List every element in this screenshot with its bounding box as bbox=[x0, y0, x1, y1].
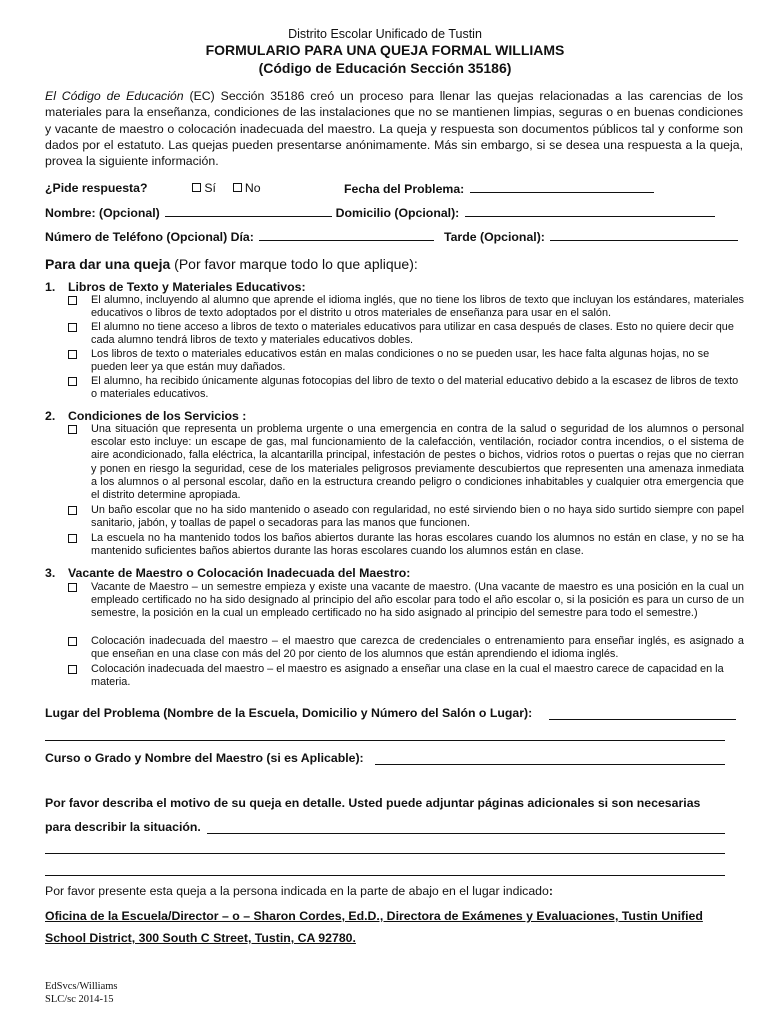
item-text: Un baño escolar que no ha sido mantenido o aseado con regularidad, no esté sirviendo bien o no haya sido surtido siempre con papel sanitario, jabón, y toallas de papel o secadoras para las manos que funcionen. bbox=[91, 504, 744, 530]
describe-field-3[interactable] bbox=[45, 875, 725, 876]
location-field[interactable] bbox=[549, 719, 736, 720]
location-label: Lugar del Problema (Nombre de la Escuela, Domicilio y Número del Salón o Lugar): bbox=[45, 706, 533, 720]
category-number: 3. bbox=[45, 566, 56, 580]
item-checkbox[interactable] bbox=[68, 637, 77, 646]
afternoon-label: Tarde (Opcional): bbox=[444, 230, 545, 244]
course-label: Curso o Grado y Nombre del Maestro (si es Aplicable): bbox=[45, 751, 364, 765]
name-field[interactable] bbox=[165, 205, 332, 217]
no-checkbox[interactable] bbox=[233, 183, 242, 192]
item-text: Vacante de Maestro – un semestre empieza y existe una vacante de maestro. (Una vacante de maestro es una posición en la cual un empleado certificado no ha sido designado al principio del año escolar para todo el año escolar o, si la posición es para un curso de un semestre, la posición en la cual un empleado certificado no ha sido asignado al principio del semestre para todo el semestre.) bbox=[91, 581, 744, 620]
checklist-item bbox=[68, 321, 744, 347]
submit-text: Por favor presente esta queja a la persona indicada en la parte de abajo en el lugar indicado bbox=[45, 884, 549, 898]
item-text: Colocación inadecuada del maestro – el maestro es asignado a enseñar una clase en la cual el maestro carece de capacidad en la materia. bbox=[91, 663, 724, 689]
problem-date-label: Fecha del Problema: bbox=[344, 182, 465, 196]
intro-italic-lead: El Código de Educación bbox=[45, 89, 184, 103]
describe-line-2: para describir la situación. bbox=[45, 820, 201, 834]
item-text: El alumno, incluyendo al alumno que aprende el idioma inglés, que no tiene los libros de texto que incluyan los estándares, materiales educativos o libros de texto adoptados por el distrito u otros materiales de enseñanza para usar en el salón. bbox=[91, 294, 744, 320]
item-text: Colocación inadecuada del maestro – el maestro que carezca de credenciales o entrenamiento para enseñar inglés, es asignado a que enseñan en una clase con más del 20 por ciento de los alumnos que están aprendiendo el idioma inglés. bbox=[91, 635, 744, 661]
problem-date-row bbox=[344, 181, 654, 196]
yes-checkbox[interactable] bbox=[192, 183, 201, 192]
category-number: 1. bbox=[45, 280, 56, 294]
checklist-item bbox=[68, 375, 744, 401]
form-title: FORMULARIO PARA UNA QUEJA FORMAL WILLIAMS bbox=[205, 42, 565, 58]
item-text: La escuela no ha mantenido todos los baños abiertos durante las horas escolares cuando los alumnos no están en clase, y no se ha mantenido suficientes baños abiertos durante las horas escolares cuando los alumnos están en clase. bbox=[91, 532, 744, 558]
submit-colon: : bbox=[548, 884, 553, 898]
no-label: No bbox=[244, 181, 261, 195]
phone-afternoon-row bbox=[444, 229, 738, 244]
category-number: 2. bbox=[45, 409, 56, 423]
location-row bbox=[45, 706, 532, 720]
category-title: Vacante de Maestro o Colocación Inadecuada del Maestro: bbox=[68, 566, 411, 580]
form-subtitle: (Código de Educación Sección 35186) bbox=[258, 60, 512, 76]
address-field[interactable] bbox=[465, 205, 715, 217]
category-1-heading bbox=[45, 280, 306, 294]
item-checkbox[interactable] bbox=[68, 665, 77, 674]
submit-instruction bbox=[45, 884, 745, 898]
category-3-heading bbox=[45, 566, 410, 580]
describe-field-1[interactable] bbox=[207, 833, 725, 834]
item-checkbox[interactable] bbox=[68, 350, 77, 359]
location-field-continued[interactable] bbox=[45, 740, 725, 741]
complaint-lead-rest: (Por favor marque todo lo que aplique): bbox=[170, 256, 418, 272]
intro-paragraph bbox=[45, 88, 743, 169]
checklist-item bbox=[68, 532, 744, 558]
describe-field-2[interactable] bbox=[45, 853, 725, 854]
phone-day-label: Número de Teléfono (Opcional) Día: bbox=[45, 230, 254, 244]
item-checkbox[interactable] bbox=[68, 506, 77, 515]
phone-day-field[interactable] bbox=[259, 229, 434, 241]
name-label: Nombre: (Opcional) bbox=[45, 206, 160, 220]
intro-text: (EC) Sección 35186 creó un proceso para llenar las quejas relacionadas a las carencias de los materiales para la enseñanza, condiciones de las instalaciones que no se mantienen limpias, seguras o en buenas condiciones y vacante de maestro o colocación inadecuada del maestro. La queja y respuesta son documentos públicos tal y conforme son dados por el estatuto. Las quejas pueden presentarse anónimamente. Más sin embargo, si se desea una respuesta a la queja, provea la siguiente información. bbox=[45, 89, 743, 169]
category-2-heading bbox=[45, 409, 246, 423]
item-text: El alumno, ha recibido únicamente algunas fotocopias del libro de texto o del material educativo debido a la escasez de libros de texto o materiales educativos. bbox=[91, 375, 739, 401]
item-checkbox[interactable] bbox=[68, 583, 77, 592]
checklist-item bbox=[68, 581, 744, 621]
response-label: ¿Pide respuesta? bbox=[45, 181, 148, 195]
checklist-item bbox=[68, 294, 744, 320]
item-checkbox[interactable] bbox=[68, 534, 77, 543]
item-text: Una situación que representa un problema urgente o una emergencia en contra de la salud o seguridad de los alumnos o personal escolar esto incluye: un escape de gas, mal funcionamiento de la calefacción, ventilación, rociador contra incendios, o el sistema de aire acondicionado, falla eléctrica, la alcantarilla principal, infestación de pestes o bichos, vidrios rotos o puertas o rejas que no cierran y ponen en riesgo la seguridad, cese de los materiales peligrosos previamente descubiertos que representen una amenaza inmediata a los alumnos o al personal escolar, daño en la estructura creando peligro o condiciones inhabitables y cualquier otra emergencia que el distrito determine apropiada. bbox=[91, 423, 744, 502]
complaint-lead-bold: Para dar una queja bbox=[45, 256, 171, 272]
office-address-line-1: Oficina de la Escuela/Director – o – Sharon Cordes, Ed.D., Directora de Exámenes y Evaluaciones, Tustin Unified bbox=[45, 909, 703, 923]
afternoon-field[interactable] bbox=[550, 229, 738, 241]
problem-date-field[interactable] bbox=[470, 181, 654, 193]
item-checkbox[interactable] bbox=[68, 323, 77, 332]
response-row bbox=[45, 181, 261, 195]
footer-code-2: SLC/sc 2014-15 bbox=[45, 994, 114, 1005]
phone-row bbox=[45, 229, 434, 244]
checklist-item bbox=[68, 423, 744, 502]
course-row bbox=[45, 751, 364, 765]
name-row bbox=[45, 205, 715, 220]
course-field[interactable] bbox=[375, 764, 725, 765]
item-text: Los libros de texto o materiales educativos están en malas condiciones o no se pueden usar, les hace falta algunas hojas, no se pueden leer ya que están muy dañados. bbox=[91, 348, 710, 374]
item-text: El alumno no tiene acceso a libros de texto o materiales educativos para utilizar en casa después de clases. Esto no quiere decir que cada alumno tendrá libros de texto y materiales educativos dobles. bbox=[91, 321, 734, 347]
address-label: Domicilio (Opcional): bbox=[335, 206, 460, 220]
complaint-lead bbox=[45, 256, 418, 272]
describe-line-1: Por favor describa el motivo de su queja en detalle. Usted puede adjuntar páginas adicionales si son necesarias bbox=[45, 796, 701, 810]
office-address-line-2: School District, 300 South C Street, Tustin, CA 92780. bbox=[45, 931, 356, 945]
category-title: Condiciones de los Servicios : bbox=[68, 409, 247, 423]
item-checkbox[interactable] bbox=[68, 296, 77, 305]
footer-code-1: EdSvcs/Williams bbox=[45, 981, 118, 992]
checklist-item bbox=[68, 348, 744, 374]
item-checkbox[interactable] bbox=[68, 377, 77, 386]
yes-label: Sí bbox=[204, 181, 216, 195]
checklist-item bbox=[68, 635, 744, 661]
checklist-item bbox=[68, 663, 744, 689]
item-checkbox[interactable] bbox=[68, 425, 77, 434]
category-title: Libros de Texto y Materiales Educativos: bbox=[68, 280, 306, 294]
checklist-item bbox=[68, 504, 744, 530]
district-name: Distrito Escolar Unificado de Tustin bbox=[288, 27, 482, 41]
